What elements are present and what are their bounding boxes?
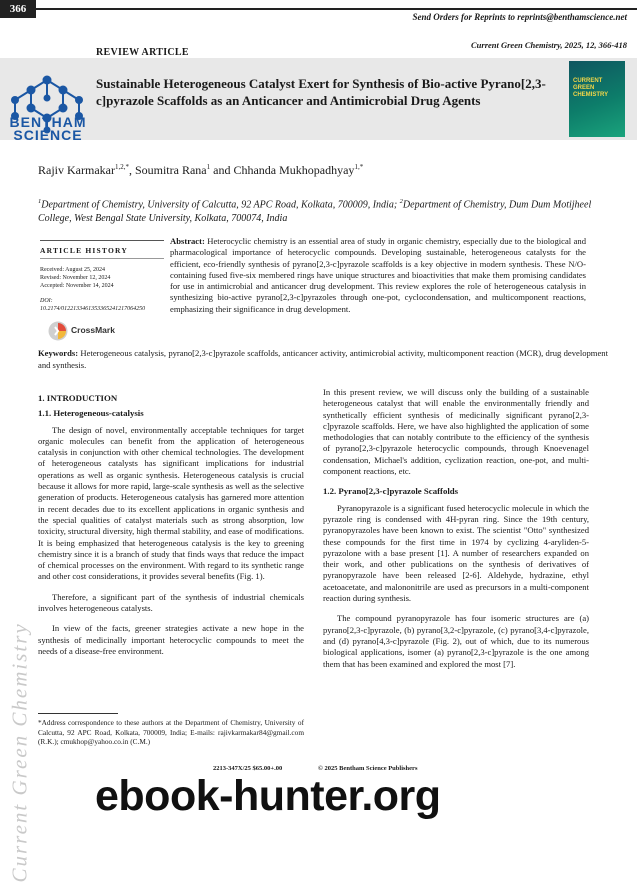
reprints-notice: Send Orders for Reprints to reprints@benthamscience.net xyxy=(412,12,627,22)
logo-line-2: SCIENCE xyxy=(13,127,83,143)
keywords-label: Keywords: xyxy=(38,348,79,358)
subsection-heading-1-2: 1.2. Pyrano[2,3-c]pyrazole Scaffolds xyxy=(323,486,459,497)
correspondence-footnote: *Address correspondence to these authors at the Department of Chemistry, University of Calcutta, 92 APC Road, Kolkata, 700009, India; E-mails: rajivkarmakar84@gmail.com (R.K.); cmukhop@yahoo.co.in (C.M.) xyxy=(38,718,304,746)
copyright: © 2025 Bentham Science Publishers xyxy=(318,765,418,772)
journal-cover-title xyxy=(573,78,623,99)
journal-citation: Current Green Chemistry, 2025, 12, 366-418 xyxy=(470,40,627,50)
crossmark-badge[interactable] xyxy=(48,320,128,342)
logo-line-1: BENTHAM xyxy=(9,114,87,130)
article-history-dates xyxy=(40,266,114,290)
received-date: Received: August 25, 2024 xyxy=(40,267,105,273)
section-heading-introduction: 1. INTRODUCTION xyxy=(38,393,118,403)
doi-label: DOI: xyxy=(40,298,53,304)
author-separator: and xyxy=(210,163,234,177)
doi-block xyxy=(40,297,164,313)
history-rule-2 xyxy=(40,258,164,259)
author-list xyxy=(38,163,363,178)
author-1-affil: 1,2,* xyxy=(114,163,129,171)
article-history-heading: ARTICLE HISTORY xyxy=(40,246,128,255)
paragraph-1: The design of novel, environmentally acceptable techniques for target organic molecules can benefit from the application of heterogeneous catalysis in conjunction with other chemical technologies. The development of heterogeneous catalysts has significant implications for industrial operations as well as organic synthesis. Heterogeneous catalysis is crucial because it allows for more rapid, large-scale synthesis as well as the selective generation of products. Heterogeneous catalysis has garnered more attention in recent decades due to its excellent applications in organic synthesis and the special qualities of catalyst materials such as strong absorption, low toxicity, structural diversity, high thermal stability, and ease of modifications. It is being emphasized that heterogeneous catalysis is the key to greening chemistry since it is a branch of study that finds ways that reduce the impact of chemical processes on the environment. With regard to its synthetic range and other cost considerations, it provides several benefits (Fig. 1). xyxy=(38,424,304,582)
paragraph-5: Pyranopyrazole is a significant fused heterocyclic molecule in which the pyrazole ring is condensed with 4H-pyran ring. Since the 19th century, pyranopyrazoles have been known to exist. The scientist "Otto" synthesized these compounds for the first time in 1974 by cyclizing 4-aryliden-5-pyrazolone with a base present [1]. A number of researchers expanded on their work, and other publications on the synthesis of derivatives of pyranopyrazole have been released [2-6]. Aldehyde, hydrazine, ethyl acetoacetate, and malononitrile are used as precursors in a multi-component reaction during synthesis. xyxy=(323,502,589,604)
top-rule xyxy=(36,8,637,10)
cover-line-2: GREEN CHEMISTRY xyxy=(573,85,609,98)
subsection-heading-1-1: 1.1. Heterogeneous-catalysis xyxy=(38,408,144,419)
journal-cover-image xyxy=(569,61,625,137)
history-rule xyxy=(40,240,164,241)
affiliations xyxy=(38,195,608,225)
page-number: 366 xyxy=(0,0,36,18)
crossmark-icon xyxy=(48,321,68,341)
doi-link[interactable]: 10.2174/0122133461353365241217064250 xyxy=(40,306,146,312)
right-column xyxy=(323,387,589,670)
keywords-text: Heterogeneous catalysis, pyrano[2,3-c]pyrazole scaffolds, anticancer activity, antimicrobial activity, multicomponent reaction (MCR), drug development and synthesis. xyxy=(38,348,608,370)
cover-line-1: CURRENT xyxy=(573,78,603,84)
accepted-date: Accepted: November 14, 2024 xyxy=(40,283,114,289)
abstract-text: Heterocyclic chemistry is an essential area of study in organic chemistry, especially due to the biological and pharmacological importance of heterocyclic compounds. Developing sustainable, heterogeneous catalysts for the efficient, eco-friendly synthesis of pyrano[2,3-c]pyrazole scaffolds is a key objective in modern synthesis. These N/O-containing fused five-six membered rings have unique structures and bioactivities that make them promising candidates for use in antimicrobial and anticancer drug development. This review explores the role of heterogeneous catalysis in synthesizing bio-active pyrano[2,3-c]pyrazoles through one-pot, cyclocondensation, and multicomponent reactions, emphasizing their significance in drug development. xyxy=(170,236,586,314)
author-separator: , xyxy=(128,163,135,177)
article-title: Sustainable Heterogeneous Catalyst Exert for Synthesis of Bio-active Pyrano[2,3-c]pyrazole Scaffolds as an Anticancer and Antimicrobial Drug Agents xyxy=(96,76,546,108)
affil-2-marker: 2 xyxy=(399,198,403,205)
side-journal-title: Current Green Chemistry xyxy=(7,622,32,883)
revised-date: Revised: November 12, 2024 xyxy=(40,275,111,281)
publisher-logo-text xyxy=(6,116,90,142)
affiliation-1: Department of Chemistry, University of Calcutta, 92 APC Road, Kolkata, 700009, India; xyxy=(41,199,400,211)
keywords xyxy=(38,348,608,371)
author-1: Rajiv Karmakar xyxy=(38,163,115,177)
abstract xyxy=(170,236,586,315)
author-3: Chhanda Mukhopadhyay xyxy=(233,163,355,177)
footnote-rule xyxy=(38,713,118,714)
author-3-affil: 1,* xyxy=(354,163,364,171)
article-type-label: REVIEW ARTICLE xyxy=(96,47,189,58)
issn-price: 2213-347X/25 $65.00+.00 xyxy=(213,765,283,772)
paragraph-6: The compound pyranopyrazole has four isomeric structures are (a) pyrano[2,3-c]pyrazole, (b) pyrano[3,2-c]pyrazole, (c) pyrano[3,4-c]pyrazole, and (d) pyrano[4,3-c]pyrazole (Fig. 2), out of which, due to its numerous biological applications, isomer (a) pyrano[2,3-c]pyrazole is the one among them that has been examined and explored the most [7]. xyxy=(323,613,589,669)
crossmark-label: CrossMark xyxy=(71,325,115,335)
author-2-affil: 1 xyxy=(206,163,211,171)
watermark: ebook-hunter.org xyxy=(95,772,441,820)
left-column xyxy=(38,393,304,657)
affil-1-marker: 1 xyxy=(38,198,42,205)
paragraph-2: Therefore, a significant part of the synthesis of industrial chemicals involves heterogeneous catalysts. xyxy=(38,591,304,614)
author-2: Soumitra Rana xyxy=(134,163,207,177)
abstract-label: Abstract: xyxy=(170,236,205,246)
paragraph-4: In this present review, we will discuss only the building of a sustainable heterogeneous catalyst that will enable the environmentally friendly and synthetically efficient synthesis of medicinally significant pyrano[2,3-c]pyrazole scaffolds. Here, we have also highlighted the application of some methodologies that can notably contribute to the efficiency of the synthesis of pyrano[2,3-c]pyrazole heterocyclic compounds, through Knoevenagel condensation, Michael's addition, cyclization reaction, one-pot, and multi-component reactions, etc. xyxy=(323,387,589,477)
paragraph-3: In view of the facts, greener strategies activate a new hope in the synthesis of medicinally important heterocyclic compounds to meet the needs of a disease-free environment. xyxy=(38,623,304,656)
affiliation-2: Department of Chemistry, Dum Dum Motijheel College, West Bengal State University, Kolkata, 700074, India xyxy=(38,199,592,224)
